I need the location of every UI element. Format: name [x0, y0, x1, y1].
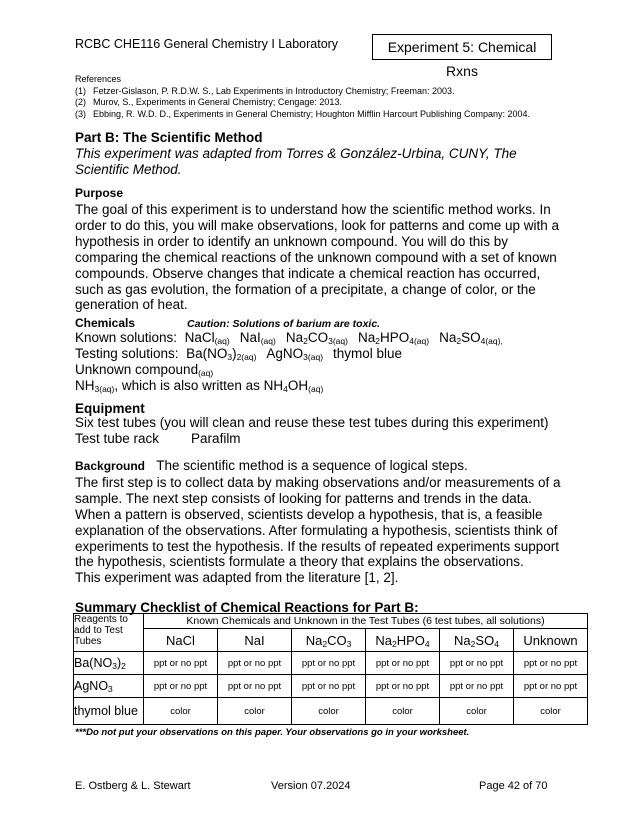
row-label-agno3: AgNO$_3$ [74, 675, 144, 698]
table-cell: ppt or no ppt [440, 675, 514, 698]
table-corner-header: Reagents to add to Test Tubes [74, 614, 144, 652]
table-cell: ppt or no ppt [366, 675, 440, 698]
table-cell: ppt or no ppt [366, 652, 440, 675]
background-intro: The scientific method is a sequence of logical steps. [156, 458, 468, 473]
part-b-subtitle: This experiment was adapted from Torres & González-Urbina, CUNY, The Scientific Method. [75, 146, 517, 177]
unknown-compound-line: Unknown compound$_{(aq)}$ [75, 361, 214, 378]
equipment-line: Test tube rack Parafilm [75, 430, 241, 446]
table-row [74, 698, 588, 725]
course-title: RCBC CHE116 General Chemistry I Laboratory [75, 37, 339, 51]
table-cell: color [292, 698, 366, 725]
row-label-thymol: thymol blue [74, 698, 144, 725]
caution-note: Caution: Solutions of barium are toxic. [187, 318, 381, 330]
equipment-list [75, 415, 575, 447]
reference-item: (3) Ebbing, R. W.D. D., Experiments in General Chemistry; Houghton Mifflin Harcourt Publishing Company: 2004. [75, 108, 531, 119]
col-header-na2co3: $Na_2CO_3$ [292, 629, 366, 652]
footer-page-number: Page 42 of 70 [479, 780, 548, 792]
reference-item: (1) Fetzer-Gislason, P. R.D.W. S., Lab Experiments in Introductory Chemistry; Freeman: 2003. [75, 85, 455, 96]
row-label-bano3: $Ba(NO_3)_2$ [74, 652, 144, 675]
table-cell: ppt or no ppt [292, 652, 366, 675]
background-closing: This experiment was adapted from the literature [1, 2]. [75, 570, 399, 586]
col-header-nacl: NaCl [144, 629, 218, 652]
chemicals-list [75, 330, 575, 394]
table-cell: color [144, 698, 218, 725]
part-b-title: Part B: The Scientific Method [75, 130, 263, 145]
table-cell: ppt or no ppt [144, 675, 218, 698]
background-section [75, 458, 565, 586]
footer-version: Version 07.2024 [271, 780, 351, 792]
table-cell: ppt or no ppt [218, 652, 292, 675]
col-header-na2hpo4: $Na_2HPO_4$ [366, 629, 440, 652]
table-cell: ppt or no ppt [218, 675, 292, 698]
equipment-line: Six test tubes (you will clean and reuse these test tubes during this experiment) [75, 415, 549, 430]
summary-title: Summary Checklist of Chemical Reactions for Part B: [75, 600, 419, 615]
known-chemicals-header: Known Chemicals and Unknown in the Test Tubes (6 test tubes, all solutions) [144, 614, 588, 629]
purpose-text: The goal of this experiment is to understand how the scientific method works. In order to do this, you will make observations, look for patterns and come up with a hypothesis in order to identify an unknown compound. You will do this by comparing the chemical reactions of the unknown compound with a set of known compounds. Observe changes that indicate a chemical reaction has occurred, such as gas evolution, the formation of a precipitate, a change of color, or the generation of heat. [75, 202, 559, 313]
observation-note: ***Do not put your observations on this paper. Your observations go in your worksheet. [75, 727, 470, 738]
references-heading: References [75, 74, 122, 84]
table-row [74, 675, 588, 698]
background-text: The first step is to collect data by making observations and/or measurements of a sample. The next step consists of looking for patterns and trends in the data. When a pattern is observed, scientists develop a hypothesis, that is, a feasible explanation of the observations. After formulating a hypothesis, scientists think of experiments to test the hypothesis. If the results of repeated experiments support the hypothesis, scientists formulate a theory that explains the observations. [75, 474, 561, 570]
purpose-heading: Purpose [75, 186, 124, 200]
ammonia-line: $NH_{3(aq)}$, which is also written as $NH_4OH_{(aq)}$ [75, 377, 324, 394]
table-cell: ppt or no ppt [514, 652, 588, 675]
equipment-heading: Equipment [75, 401, 145, 416]
references [75, 74, 530, 120]
summary-table [73, 613, 588, 725]
table-cell: ppt or no ppt [292, 675, 366, 698]
reference-item: (2) Murov, S., Experiments in General Chemistry; Cengage: 2013. [75, 97, 342, 107]
table-cell: ppt or no ppt [144, 652, 218, 675]
table-cell: ppt or no ppt [514, 675, 588, 698]
table-cell: color [218, 698, 292, 725]
col-header-nai: NaI [218, 629, 292, 652]
experiment-title-box: Experiment 5: Chemical Rxns [372, 34, 552, 60]
table-cell: color [366, 698, 440, 725]
testing-solutions-line: Testing solutions: $Ba(NO_3)_{2(aq)}$ AgNO$_{3(aq)}$ thymol blue [75, 345, 403, 362]
known-solutions-line: Known solutions: NaCl$_{(aq)}$ NaI$_{(aq)}$ $Na_2CO_{3(aq)}$ $Na_2HPO_{4(aq)}$ $Na_2SO_{4(aq),}$ [75, 330, 503, 346]
background-heading: Background [75, 459, 146, 473]
chemicals-heading: Chemicals [75, 316, 136, 330]
col-header-unknown: Unknown [514, 629, 588, 652]
col-header-na2so4: $Na_2SO_4$ [440, 629, 514, 652]
table-cell: color [440, 698, 514, 725]
footer-authors: E. Ostberg & L. Stewart [75, 780, 191, 792]
table-row [74, 652, 588, 675]
table-cell: ppt or no ppt [440, 652, 514, 675]
table-cell: color [514, 698, 588, 725]
